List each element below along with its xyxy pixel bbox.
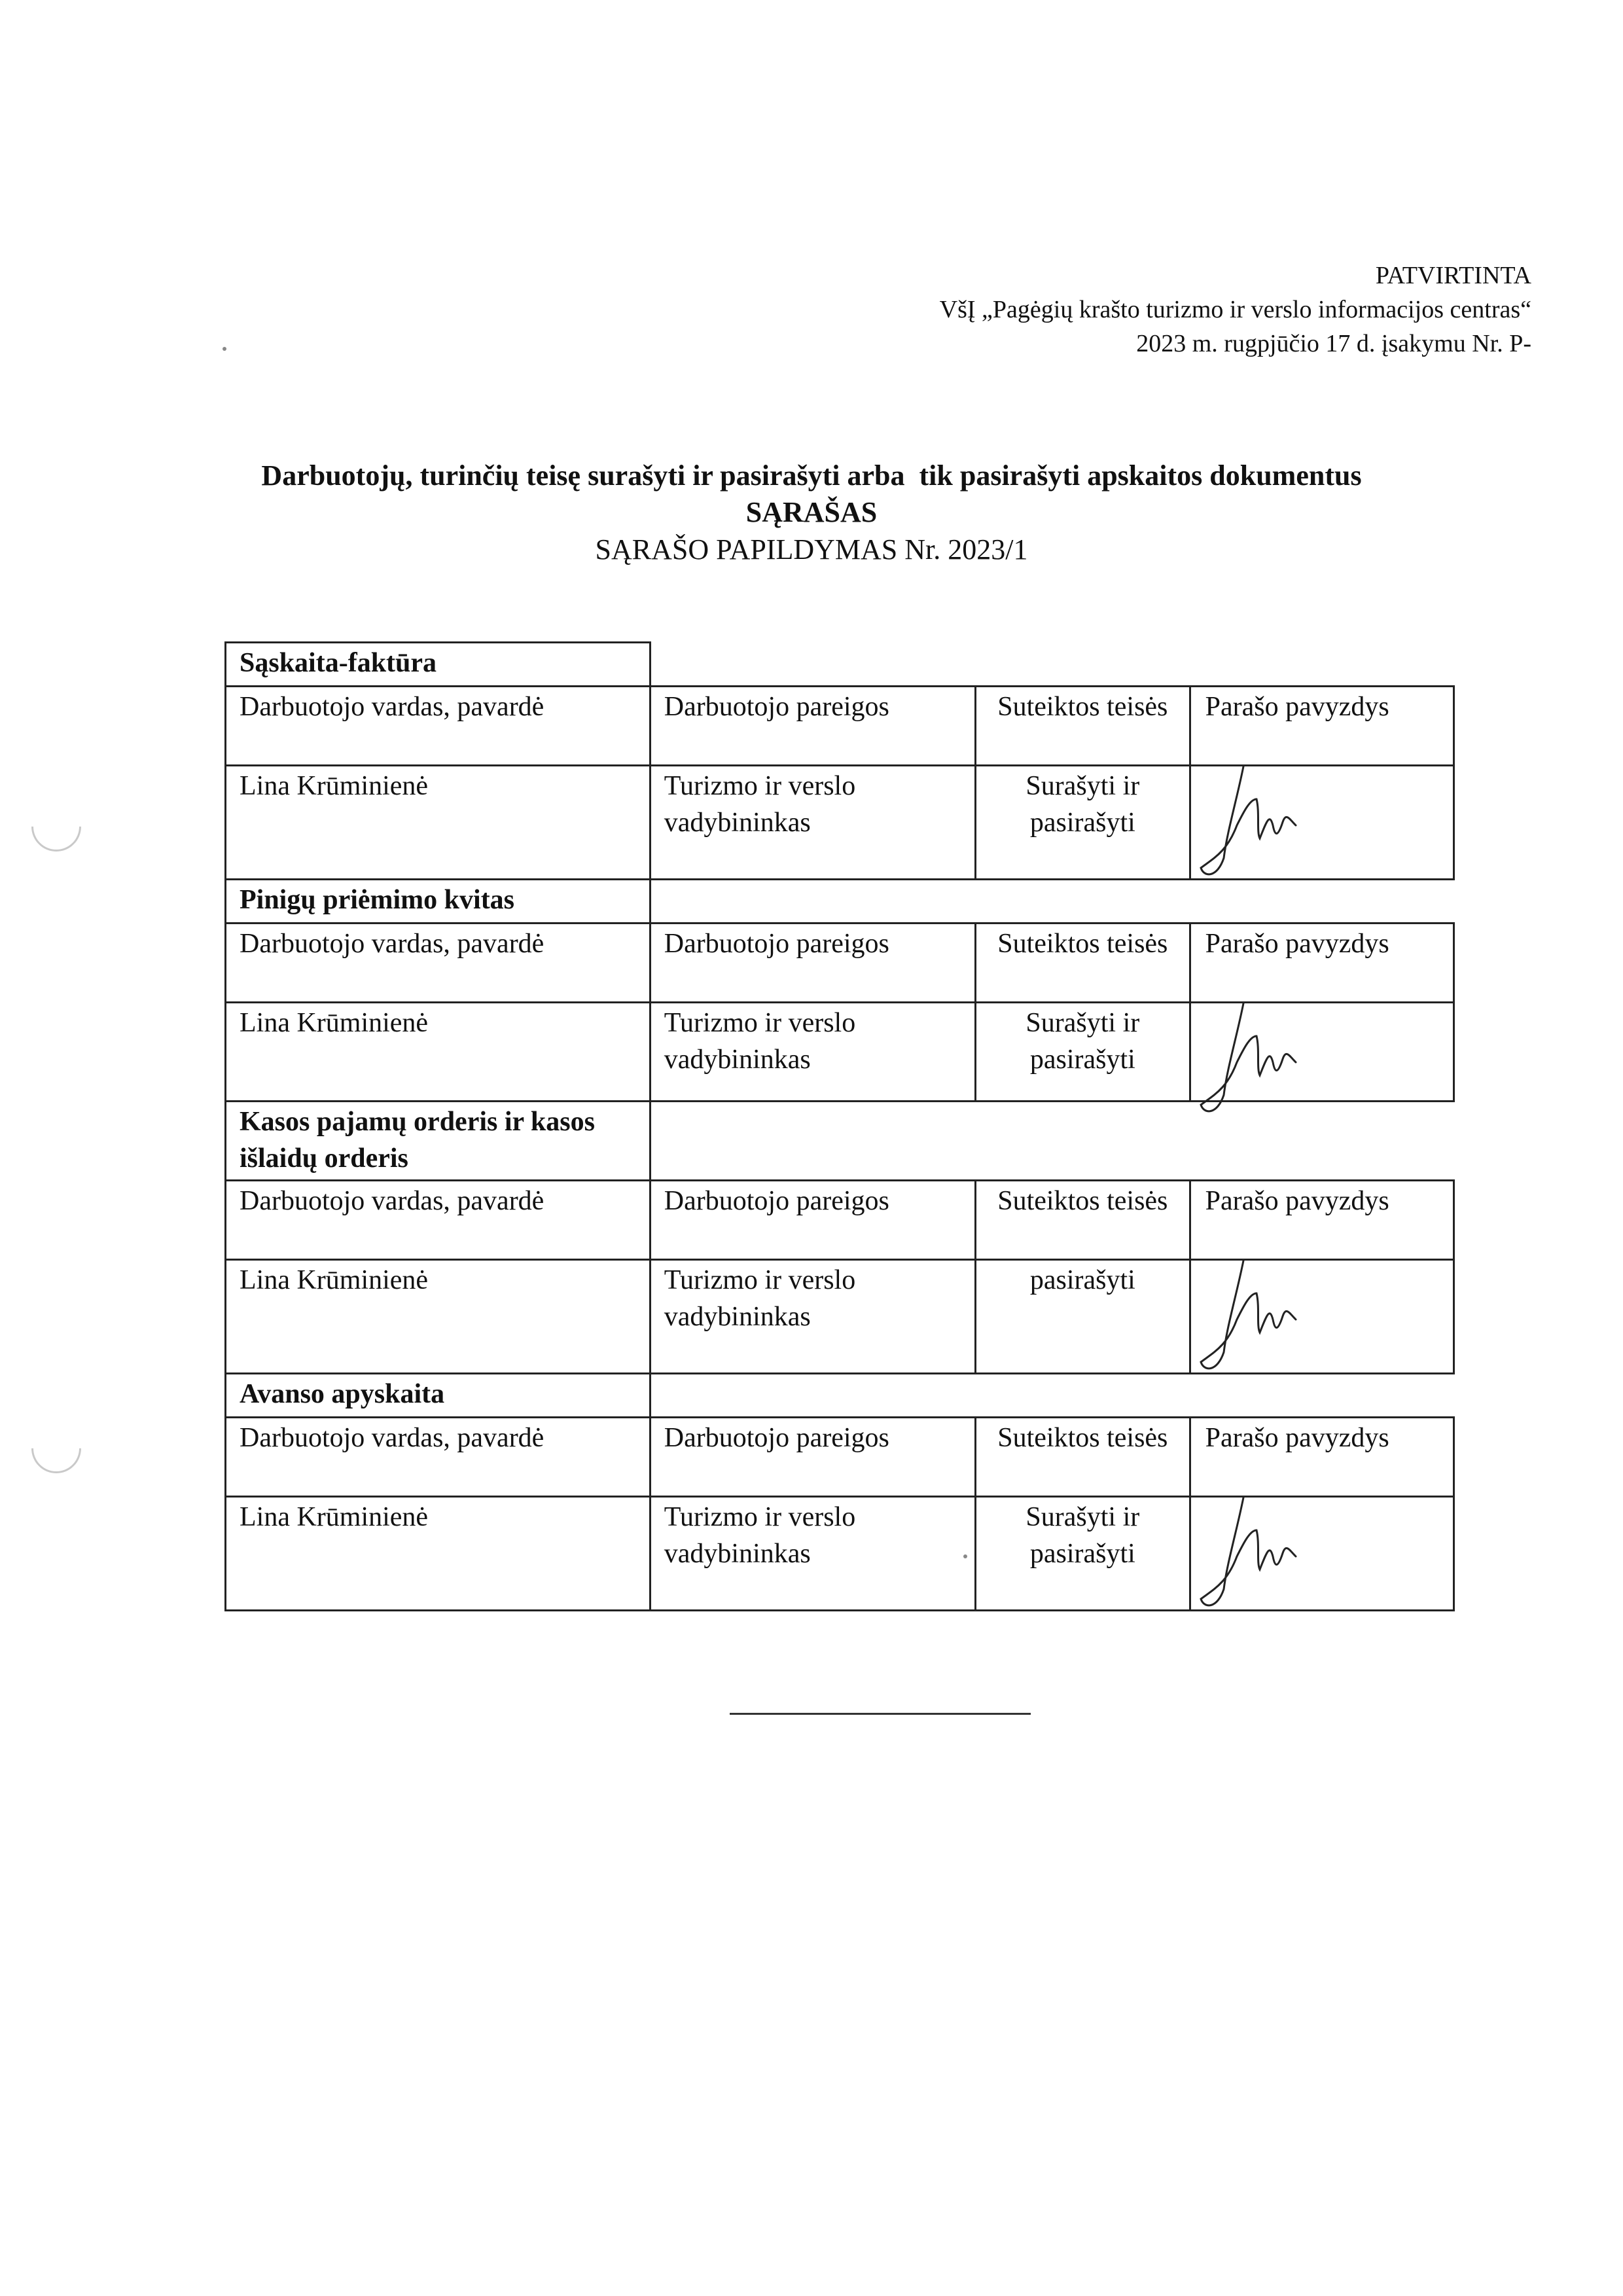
section-row: [226, 643, 1454, 687]
employee-name: Lina Krūminienė: [226, 1260, 651, 1374]
header-row: [226, 924, 1454, 1003]
section-title: Pinigų priėmimo kvitas: [226, 880, 651, 924]
header-name: Darbuotojo vardas, pavardė: [226, 687, 651, 766]
employee-position: Turizmo ir verslo vadybininkas: [650, 1497, 975, 1611]
employee-rights: Surašyti ir pasirašyti: [976, 1003, 1190, 1102]
header-name: Darbuotojo vardas, pavardė: [226, 1181, 651, 1260]
section-blank: [650, 1374, 1454, 1418]
signature-sample: [1190, 1003, 1454, 1102]
header-position: Darbuotojo pareigos: [650, 1181, 975, 1260]
employee-name: Lina Krūminienė: [226, 1497, 651, 1611]
employee-name: Lina Krūminienė: [226, 766, 651, 880]
approval-organization: VšĮ „Pagėgių krašto turizmo ir verslo informacijos centras“: [939, 296, 1531, 323]
title-supplement: SĄRAŠO PAPILDYMAS Nr. 2023/1: [595, 533, 1028, 565]
employee-rights: pasirašyti: [976, 1260, 1190, 1374]
signatures-table: [224, 641, 1455, 1611]
header-position: Darbuotojo pareigos: [650, 687, 975, 766]
header-position: Darbuotojo pareigos: [650, 1418, 975, 1497]
title-main: Darbuotojų, turinčių teisę surašyti ir pasirašyti arba tik pasirašyti apskaitos dokumentus: [261, 459, 1362, 492]
header-row: [226, 687, 1454, 766]
title-list: SĄRAŠAS: [745, 496, 878, 528]
employee-row: [226, 1003, 1454, 1102]
handwritten-signature: [1198, 997, 1329, 1128]
employee-row: [226, 766, 1454, 880]
header-signature: Parašo pavyzdys: [1190, 1418, 1454, 1497]
employee-position: Turizmo ir verslo vadybininkas: [650, 1003, 975, 1102]
header-signature: Parašo pavyzdys: [1190, 687, 1454, 766]
punch-hole-top: [21, 791, 91, 861]
signature-sample: [1190, 1260, 1454, 1374]
employee-row: [226, 1260, 1454, 1374]
section-title: Kasos pajamų orderis ir kasos išlaidų orderis: [226, 1102, 651, 1181]
header-signature: Parašo pavyzdys: [1190, 1181, 1454, 1260]
header-position: Darbuotojo pareigos: [650, 924, 975, 1003]
approval-label: PATVIRTINTA: [1375, 262, 1531, 289]
employee-row: [226, 1497, 1454, 1611]
header-name: Darbuotojo vardas, pavardė: [226, 924, 651, 1003]
handwritten-signature: [1198, 1491, 1329, 1622]
section-blank: [650, 643, 1454, 687]
section-title: Sąskaita-faktūra: [226, 643, 651, 687]
employee-position: Turizmo ir verslo vadybininkas: [650, 1260, 975, 1374]
employee-rights: Surašyti ir pasirašyti: [976, 1497, 1190, 1611]
section-title: Avanso apyskaita: [226, 1374, 651, 1418]
section-blank: [650, 880, 1454, 924]
approval-order: 2023 m. rugpjūčio 17 d. įsakymu Nr. P-: [1136, 330, 1531, 357]
punch-hole-bottom: [21, 1413, 91, 1483]
end-line: [730, 1713, 1031, 1715]
signature-sample: [1190, 766, 1454, 880]
handwritten-signature: [1198, 1254, 1329, 1385]
handwritten-signature: [1198, 760, 1329, 891]
approval-block: [940, 259, 1531, 361]
header-rights: Suteiktos teisės: [976, 1418, 1190, 1497]
scan-dot: [223, 347, 226, 351]
header-row: [226, 1418, 1454, 1497]
signature-sample: [1190, 1497, 1454, 1611]
section-blank: [650, 1102, 1454, 1181]
header-rights: Suteiktos teisės: [976, 924, 1190, 1003]
employee-name: Lina Krūminienė: [226, 1003, 651, 1102]
header-signature: Parašo pavyzdys: [1190, 924, 1454, 1003]
employee-position: Turizmo ir verslo vadybininkas: [650, 766, 975, 880]
employee-rights: Surašyti ir pasirašyti: [976, 766, 1190, 880]
header-rights: Suteiktos teisės: [976, 687, 1190, 766]
header-row: [226, 1181, 1454, 1260]
document-title: [0, 457, 1623, 569]
header-name: Darbuotojo vardas, pavardė: [226, 1418, 651, 1497]
header-rights: Suteiktos teisės: [976, 1181, 1190, 1260]
